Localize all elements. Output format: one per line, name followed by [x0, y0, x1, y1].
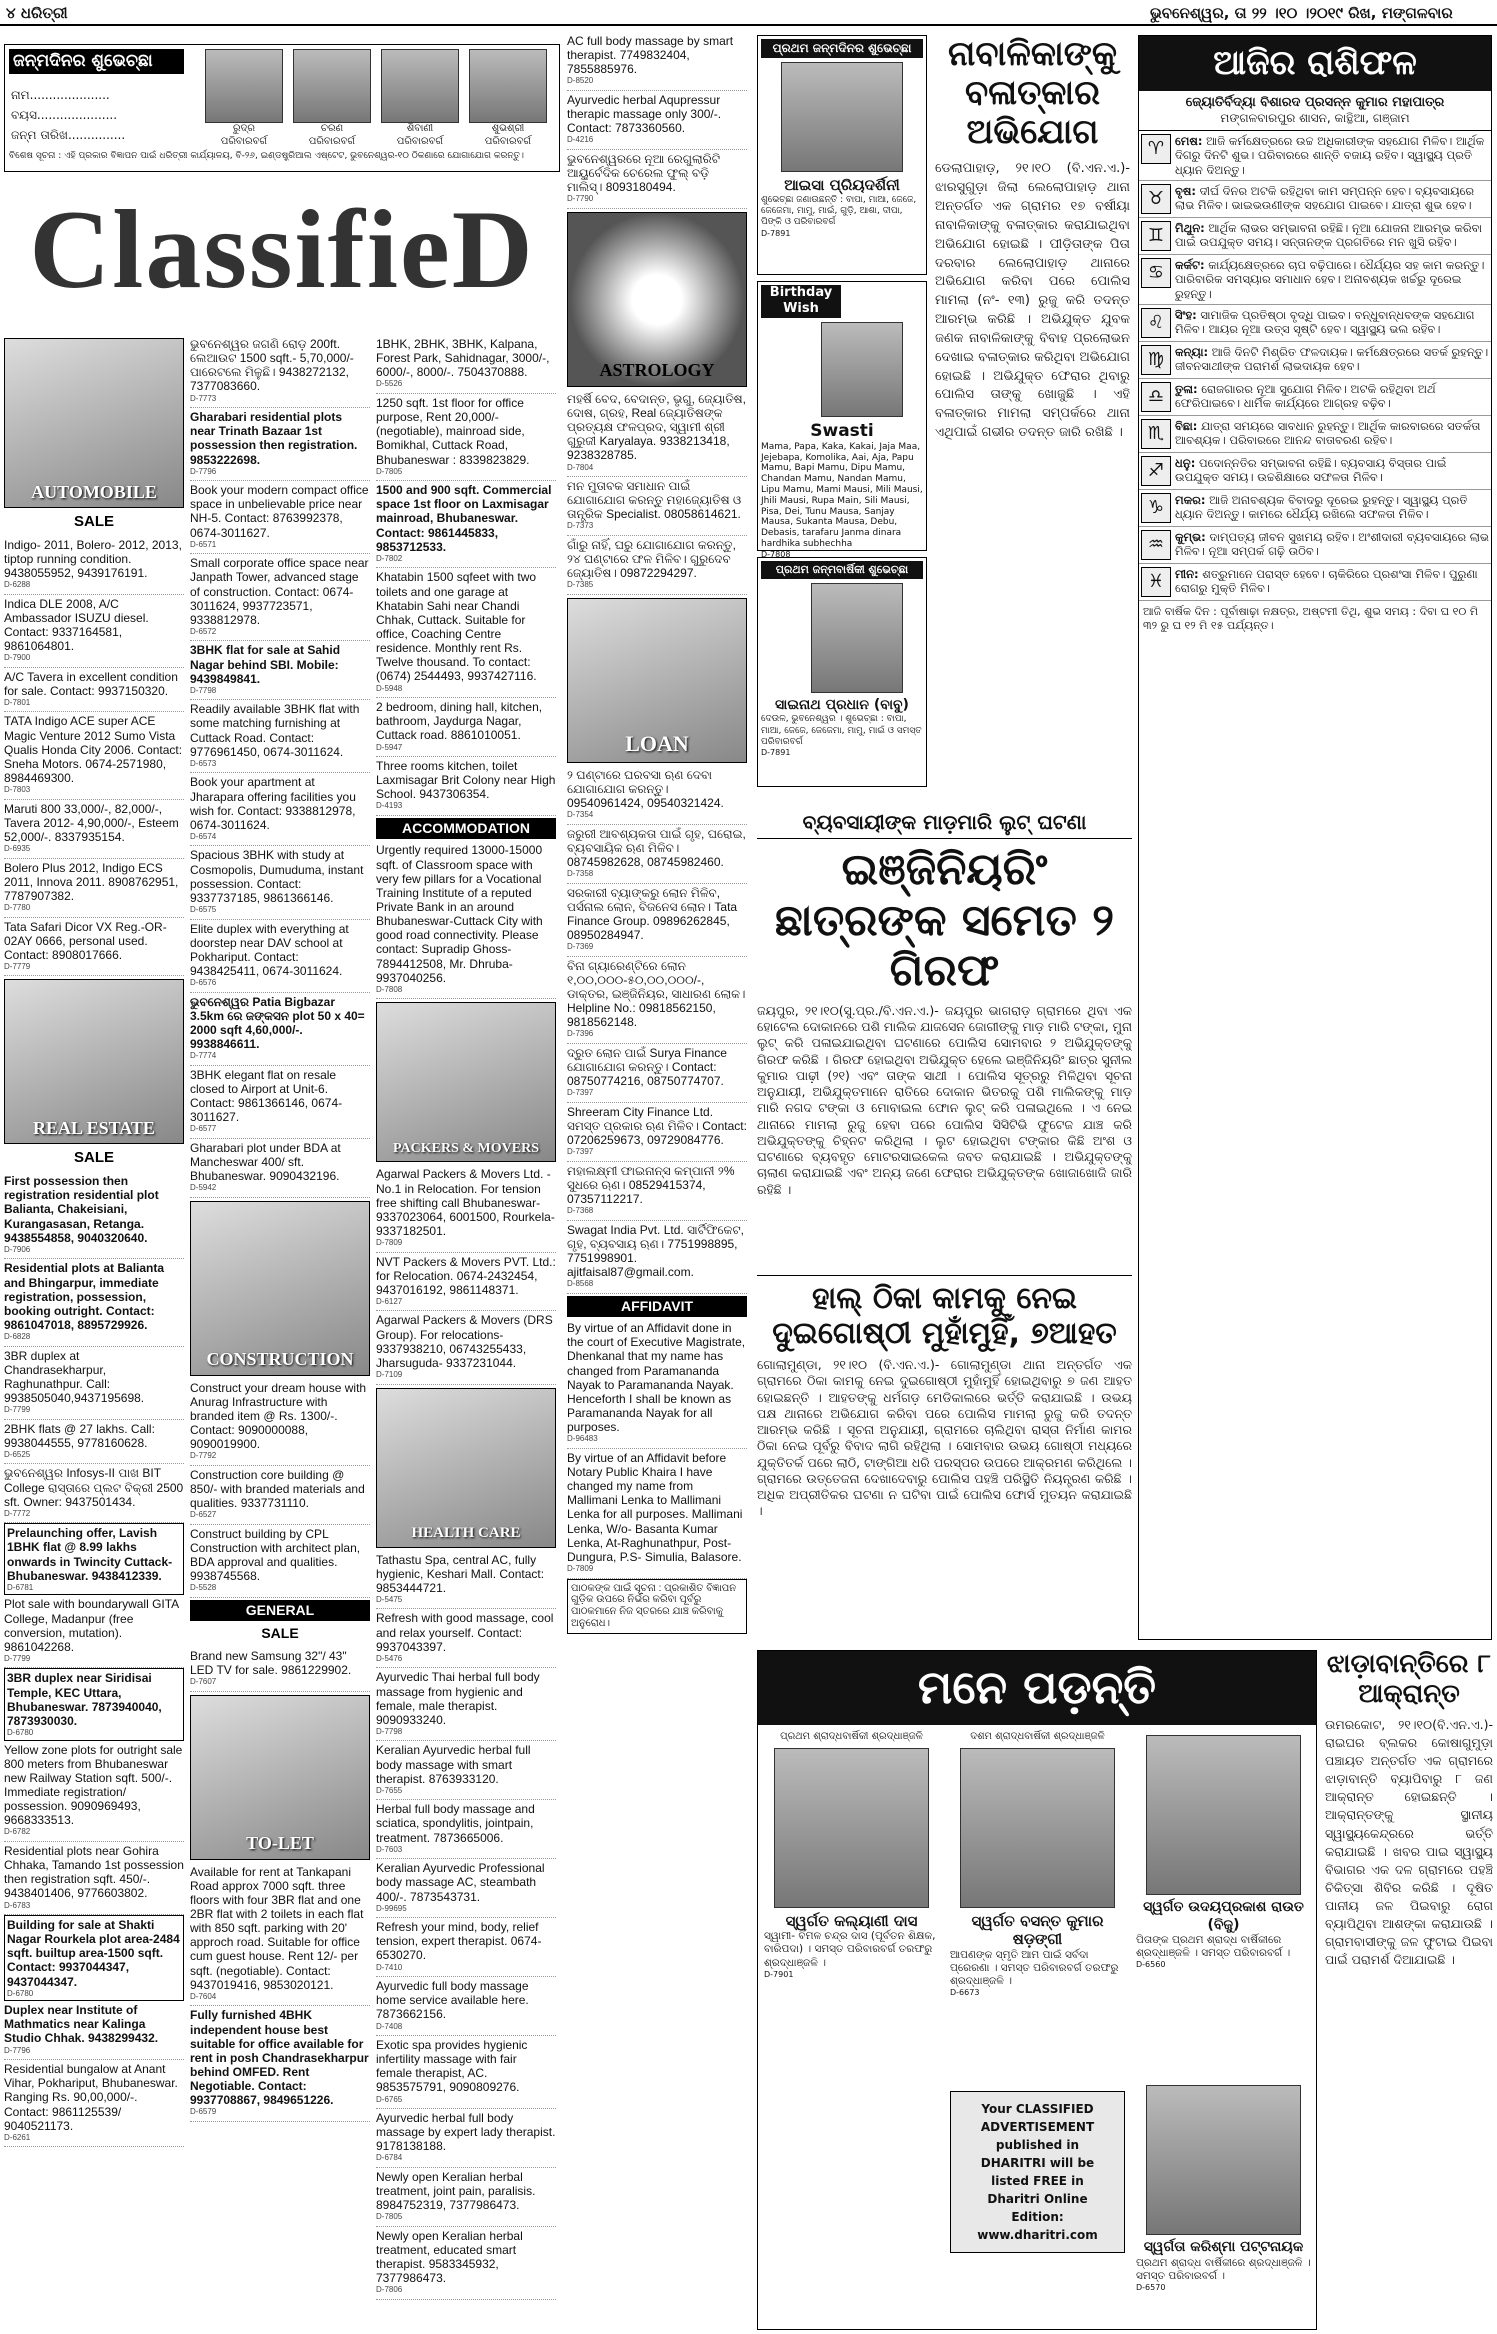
classified-ad: Khatabin 1500 sqfeet with two toilets and one garage at Khatabin Sahi near Chandi Chhak, Cuttack. Suitable for office, Coaching Centre residence. Monthly rent Rs. Twelve thousand. To contact: (0674) 2544493, 9937427116. D-5948	[376, 568, 556, 698]
classified-ad: 2BHK flats @ 27 lakhs. Call: 9938044555, 9778160628. D-6525	[4, 1420, 184, 1465]
classified-ad: 3BR duplex near Siridisai Temple, KEC Uttara, Bhubaneswar. 7873940040, 7873930030. D-6780	[4, 1668, 184, 1740]
birthday-kid: ଶୁଭଶ୍ରୀ ପରିବାରବର୍ଗ	[469, 49, 547, 148]
horoscope-sign: ♓ ମୀନ: ଶତ୍ରୁମାନେ ପରାସ୍ତ ହେବେ। ଚାକିରିରେ ପ୍ରଶଂସା ମିଳିବ। ପୁରୁଣା ରୋଗରୁ ମୁକ୍ତି ମିଳିବ।	[1139, 564, 1491, 601]
aquarius-icon: ♒	[1141, 530, 1171, 560]
classified-ad: By virtue of an Affidavit done in the court of Executive Magistrate, Dhenkanal that my name has changed from Paramananda Nayak to Paramananda Nayak. Henceforth I shall be known as Paramananda Nayak for all purposes. D-96483	[567, 1319, 747, 1449]
first-birthday-box: ପ୍ରଥମ ଜନ୍ମବାର୍ଷିକୀ ଶୁଭେଚ୍ଛା ସାଇନାଥ ପ୍ରଧାନ (ବାବୁ) ଦେଉଳ, ଭୁବନେଶ୍ୱର । ଶୁଭେଚ୍ଛା : ବାପା, ମାଆ, ଜେଜେ, ଜେଜେମା, ମାମୁ, ମାଇଁ ଓ ସମସ୍ତ ପରିବାରବର୍ଗ D-7891	[757, 557, 927, 787]
birthday-kid: ରୁଦ୍ର ପରିବାରବର୍ଗ	[205, 49, 283, 148]
classified-ad: Maruti 800 33,000/-, 82,000/-, Tavera 2012- 4,90,000/-, Esteem 52,000/-. 8337935154. D-6935	[4, 800, 184, 859]
tolet-image: TO-LET	[190, 1695, 370, 1860]
classified-ad: 1BHK, 2BHK, 3BHK, Kalpana, Forest Park, Sahidnagar, 3000/-, 6000/-, 8000/-. 7504370888. D-5526	[376, 335, 556, 394]
classified-ad: Newly open Keralian herbal treatment, joint pain, paralisis. 8984752319, 7377986473. D-7805	[376, 2168, 556, 2227]
deceased-photo	[1146, 2085, 1301, 2235]
classified-ad: Indigo- 2011, Bolero- 2012, 2013, tiptop running condition. 9438055952, 9439176191. D-6288	[4, 536, 184, 595]
classified-ad: ଭୁବନେଶ୍ୱର ଜଗଣି ରୋଡ଼ 200ft. ଲେଆଉଟ 1500 sqft.- 5,70,000/- ପାରେଟଲେ ମିଳୁଛି। 9438272132, 7377083660. D-7773	[190, 335, 370, 408]
classified-ad: 3BHK elegant flat on resale closed to Airport at Unit-6. Contact: 9861366146, 0674-3011627. D-6577	[190, 1066, 370, 1139]
news-body: ଉମରକୋଟ, ୨୧।୧୦(ବି.ଏନ.ଏ.)- ରାଇଘର ବ୍ଲକର କୋଷାଗୁମୁଡ଼ା ପଞ୍ଚାୟତ ଅନ୍ତର୍ଗତ ଏକ ଗ୍ରାମରେ ଝାଡ଼ାବାନ୍ତି ବ୍ୟାପିବାରୁ ୮ ଜଣ ଆକ୍ରାନ୍ତ ହୋଇଛନ୍ତି । ଆକ୍ରାନ୍ତଙ୍କୁ ସ୍ଥାନୀୟ ସ୍ୱାସ୍ଥ୍ୟକେନ୍ଦ୍ରରେ ଭର୍ତ୍ତି କରାଯାଇଛି । ଖବର ପାଇ ସ୍ୱାସ୍ଥ୍ୟ ବିଭାଗର ଏକ ଦଳ ଗ୍ରାମରେ ପହଞ୍ଚି ଚିକିତ୍ସା ଶିବିର କରିଛି । ଦୂଷିତ ପାନୀୟ ଜଳ ପିଇବାରୁ ରୋଗ ବ୍ୟାପିଥିବା ଆଶଙ୍କା କରାଯାଉଛି । ଗ୍ରାମବାସୀଙ୍କୁ ଜଳ ଫୁଟାଇ ପିଇବା ପାଇଁ ପରାମର୍ଶ ଦିଆଯାଇଛି ।	[1325, 1716, 1493, 1968]
classified-ad: ସରକାରୀ ବ୍ୟାଙ୍କରୁ ଲୋନ ମିଳିବ, ପର୍ସନାଲ ଲୋନ, ବିଜନେସ ଲୋନ। Tata Finance Group. 09896262845, 08950284947. D-7369	[567, 884, 747, 957]
news-body: ଗୋଲାମୁଣ୍ଡା, ୨୧।୧୦ (ବି.ଏନ.ଏ.)- ଗୋଲାମୁଣ୍ଡା ଥାନା ଅନ୍ତର୍ଗତ ଏକ ଗ୍ରାମରେ ଠିକା କାମକୁ ନେଇ ଦୁଇଗୋଷ୍ଠୀ ମୁହାଁମୁହିଁ ହୋଇଥିବାରୁ ୭ ଜଣ ଆହତ ହୋଇଛନ୍ତି । ଆହତଙ୍କୁ ଧର୍ମଗଡ଼ ମେଡିକାଲରେ ଭର୍ତ୍ତି କରାଯାଇଛି । ଉଭୟ ପକ୍ଷ ଥାନାରେ ଅଭିଯୋଗ କରିବା ପରେ ପୋଲିସ ମାମଲା ରୁଜୁ କରି ତଦନ୍ତ ଆରମ୍ଭ କରିଛି । ସୂଚନା ଅନୁଯାୟୀ, ଗ୍ରାମରେ ଚାଲିଥିବା ରାସ୍ତା ନିର୍ମାଣ କାମର ଠିକା ନେଇ ପୂର୍ବରୁ ବିବାଦ ଲାଗି ରହିଥିଲା । ସୋମବାର ଉଭୟ ଗୋଷ୍ଠୀ ମଧ୍ୟରେ ଯୁକ୍ତିତର୍କ ପରେ ଲାଠି, ଟାଙ୍ଗିଆ ଧରି ପରସ୍ପର ଉପରେ ଆକ୍ରମଣ କରିଥିଲେ । ଗ୍ରାମରେ ଉତ୍ତେଜନା ଦେଖାଦେବାରୁ ପୋଲିସ ପହଞ୍ଚି ପରିସ୍ଥିତି ନିୟନ୍ତ୍ରଣ କରିଛି । ଅଧିକ ଅପ୍ରୀତିକର ଘଟଣା ନ ଘଟିବା ପାଇଁ ପୋଲିସ ଫୋର୍ସ ମୁତୟନ କରାଯାଇଛି ।	[757, 1357, 1132, 1519]
classified-ad: Readily available 3BHK flat with some matching furnishing at Cuttack Road. Contact: 9776961450, 0674-3011624. D-6573	[190, 700, 370, 773]
horoscope-sign: ♉ ବୃଷ: ଦୀର୍ଘ ଦିନର ଅଟକି ରହିଥିବା କାମ ସମ୍ପନ୍ନ ହେବ। ବ୍ୟବସାୟରେ ଲାଭ ମିଳିବ। ଭାଇଭଉଣୀଙ୍କ ସହଯୋଗ ପାଇବେ। ଯାତ୍ରା ଶୁଭ ହେବ।	[1139, 181, 1491, 218]
classified-ad: ଗାଁରୁ ନାହିଁ, ଘରୁ ଯୋଗାଯୋଗ କରନ୍ତୁ, ୨୪ ଘଣ୍ଟାରେ ଫଳ ମିଳିବ। ଗୁରୁଦେବ ଜ୍ୟୋତିଷ। 09872294297. D-7385	[567, 536, 747, 595]
kid-photo	[205, 49, 283, 123]
classified-ad: 3BHK flat for sale at Sahid Nagar behind SBI. Mobile: 9439849841. D-7798	[190, 641, 370, 700]
classified-ad: By virtue of an Affidavit before Notary Public Khaira I have changed my name from Mallimani Lenka to Mallimani Lenka for all purposes. Mallimani Lenka, W/o- Basanta Kumar Lenka, At-Raghunathpur, Post- Dungura, P.S- Simulia, Balasore. D-7809	[567, 1449, 747, 1579]
classified-ad: Book your apartment at Jharapara offering facilities you wish for. Contact: 9338812978, 0674-3011624. D-6574	[190, 773, 370, 846]
classified-ad: Duplex near Institute of Mathmatics near Kalinga Studio Chhak. 9438299432. D-7796	[4, 2001, 184, 2060]
classified-ad: ବିନା ଗ୍ୟାରେଣ୍ଟିରେ ଲୋନ ୧,୦୦,୦୦୦-୫୦,୦୦,୦୦୦/-, ଡାକ୍ତର, ଇଞ୍ଜିନିୟର, ସାଧାରଣ ଲୋକ। Helpline No.: 09818562150, 9818562148. D-7396	[567, 957, 747, 1044]
general-heading: GENERAL	[190, 1600, 370, 1622]
horoscope-sign: ♊ ମିଥୁନ: ଆର୍ଥିକ ଲାଭର ସମ୍ଭାବନା ରହିଛି। ନୂଆ ଯୋଜନା ଆରମ୍ଭ କରିବା ପାଇଁ ଉପଯୁକ୍ତ ସମୟ। ସନ୍ତାନଙ୍କ ପ୍ରଗତିରେ ମନ ଖୁସି ରହିବ।	[1139, 218, 1491, 255]
reader-notice: ପାଠକଙ୍କ ପାଇଁ ସୂଚନା : ପ୍ରକାଶିତ ବିଜ୍ଞାପନ ଗୁଡ଼ିକ ଉପରେ ନିର୍ଭର କରିବା ପୂର୍ବରୁ ପାଠକମାନେ ନିଜ ସ୍ତରରେ ଯାଞ୍ଚ କରିବାକୁ ଅନୁରୋଧ।	[567, 1579, 747, 1634]
classified-ad: Urgently required 13000-15000 sqft. of Classroom space with very few pillars for a Vocational Training Institute of a reputed Private Bank in an around Bhubaneswar-Cuttack City with good road connectivity. Please contact: Supradip Ghoss- 7894412508, Mr. Dhruba- 9937040256. D-7808	[376, 841, 556, 999]
column-automobile-realestate	[4, 335, 184, 2325]
classified-ad: Newly open Keralian herbal treatment, educated smart therapist. 9583345932, 7377986473. D-7806	[376, 2227, 556, 2300]
classified-ad: Herbal full body massage and sciatica, spondylitis, jointpain, treatment. 7873665006. D-7603	[376, 1800, 556, 1859]
kid-photo	[469, 49, 547, 123]
leo-icon: ♌	[1141, 308, 1171, 338]
classified-ad: 1500 and 900 sqft. Commercial space 1st floor on Laxmisagar mainroad, Bhubaneswar. Contact: 9861445833, 9853712533. D-7802	[376, 481, 556, 568]
news-story-group-clash	[757, 1275, 1132, 1640]
classified-ad: Refresh your mind, body, relief tension, expert therapist. 0674-6530270. D-7410	[376, 1918, 556, 1977]
news-body: ଡେଲାପାହାଡ଼, ୨୧।୧୦ (ବି.ଏନ.ଏ.)- ଝାରସୁଗୁଡ଼ା ଜିଲା ଲେଲୋପାହାଡ଼ ଥାନା ଅନ୍ତର୍ଗତ ଏକ ଗ୍ରାମର ୧୭ ବର୍ଷୀୟା ନାବାଳିକାଙ୍କୁ ବଳାତ୍କାର କରାଯାଇଥିବା ଅଭିଯୋଗ ହୋଇଛି । ପୀଡ଼ିତାଙ୍କ ପିତା ଦରବାର ଲେଲୋପାହାଡ଼ ଥାନାରେ ଅଭିଯୋଗ କରିବା ପରେ ପୋଲିସ ମାମଲା (ନଂ- ୧୩) ରୁଜୁ କରି ତଦନ୍ତ ଆରମ୍ଭ କରିଛି । ଅଭିଯୁକ୍ତ ଯୁବକ ଜଣକ ନାବାଳିକାଙ୍କୁ ବିବାହ ପ୍ରଲୋଭନ ଦେଖାଇ ବଳାତ୍କାର କରିଥିବା ଅଭିଯୋଗ ହୋଇଛି । ଅଭିଯୁକ୍ତ ଫେରାର ଥିବାରୁ ପୋଲିସ ତାଙ୍କୁ ଖୋଜୁଛି । ଏହି ବଳାତ୍କାର ମାମଲା ସମ୍ପର୍କରେ ଥାନା ଏଥିପାଇଁ ଗଭୀର ତଦନ୍ତ ଜାରି ରଖିଛି ।	[935, 161, 1130, 441]
classified-ad: ଭୁବନେଶ୍ୱର Patia Bigbazar 3.5km ରେ ଜଙ୍କସନ plot 50 x 40= 2000 sqft 4,60,000/-. 9938846611. D-7774	[190, 993, 370, 1066]
horoscope-title: ଆଜିର ରାଶିଫଳ	[1139, 36, 1491, 91]
column-astrology-loan	[567, 32, 747, 2322]
classified-ad: Keralian Ayurvedic herbal full body massage with smart therapist. 8763933120. D-7655	[376, 1741, 556, 1800]
classified-logo: ClassifieD	[29, 188, 535, 312]
classified-ad: Construction core building @ 850/- with branded materials and qualities. 9337731110. D-6527	[190, 1466, 370, 1525]
birthday-template-box	[4, 44, 560, 172]
kid-photo	[293, 49, 371, 123]
pisces-icon: ♓	[1141, 567, 1171, 597]
classified-ad: Agarwal Packers & Movers Ltd. - No.1 in Relocation. For tension free shifting call Bhubaneswar- 9337023064, 6001500, Rourkela- 9337182501. D-7809	[376, 1165, 556, 1252]
gemini-icon: ♊	[1141, 221, 1171, 251]
child-photo	[781, 62, 903, 172]
news-headline: ଇଞ୍ଜିନିୟରିଂ ଛାତ୍ରଙ୍କ ସମେତ ୨ ଗିରଫ	[774, 844, 1115, 997]
astrology-image: ASTROLOGY	[567, 212, 747, 387]
horoscope-sign: ♍ କନ୍ୟା: ଆଜି ଦିନଟି ମିଶ୍ରିତ ଫଳଦାୟକ। କର୍ମକ୍ଷେତ୍ରରେ ସତର୍କ ରୁହନ୍ତୁ। ଜୀବନସାଥୀଙ୍କ ପରାମର୍ଶ ଲାଭଦାୟକ ହେବ।	[1139, 342, 1491, 379]
classified-ad: AC full body massage by smart therapist. 7749832404, 7855885976. D-8520	[567, 32, 747, 91]
birthday-field-dob: ଜନ୍ମ ତାରିଖ...............	[11, 128, 126, 142]
classified-ad: Indica DLE 2008, A/C Ambassador ISUZU diesel. Contact: 9337164581, 9861064801. D-7900	[4, 595, 184, 668]
classified-ad: ଜରୁରୀ ଆବଶ୍ୟକତା ପାଇଁ ଗୃହ, ଘରୋଇ, ବ୍ୟବସାୟିକ ଋଣ ମିଳିବ। 08745982628, 08745982460. D-7358	[567, 825, 747, 884]
classified-ad: Fully furnished 4BHK independent house best suitable for office available for rent in posh Chandrasekharpur behind OMFED. Rent Negotiable. Contact: 9937708867, 9849651226. D-6579	[190, 2006, 370, 2122]
affidavit-heading: AFFIDAVIT	[567, 1296, 747, 1318]
astrologer-name: ଜ୍ୟୋତିର୍ବିଦ୍ୟା ବିଶାରଦ ପ୍ରସନ୍ନ କୁମାର ମହାପାତ୍ର	[1185, 94, 1445, 110]
birthday-box-title: ଜନ୍ମଦିନର ଶୁଭେଚ୍ଛା	[9, 49, 184, 74]
horoscope-footer: ଆଜି ବାର୍ଷିକ ଦିନ : ପୂର୍ବାଷାଢ଼ା ନକ୍ଷତ୍ର, ଅଷ୍ଟମୀ ତିଥି, ଶୁଭ ସମୟ : ଦିବା ଘ ୧୦ ମି ୩୨ ରୁ ଘ ୧୨ ମି ୧୫ ପର୍ଯ୍ୟନ୍ତ।	[1143, 605, 1479, 632]
classified-ad: Ayurvedic herbal full body massage by expert lady therapist. 9178138188. D-6784	[376, 2109, 556, 2168]
classified-ad: Building for sale at Shakti Nagar Rourkela plot area-2484 sqft. builtup area-1500 sqft. Contact: 9937044347, 9437044347. D-6780	[4, 1915, 184, 2001]
column-realestate-construction	[190, 335, 370, 2325]
page-masthead	[0, 0, 1497, 26]
news-body: ଜୟପୁର, ୨୧।୧୦(ସୁ.ପ୍ର./ବି.ଏନ.ଏ.)- ଜୟପୁର ଭାଗରାଡ଼ ଗ୍ରାମରେ ଥିବା ଏକ ହୋଟେଲ ଦୋକାନରେ ପଶି ମାଲିକ ଯାଜସେନ ଜୋଗୀଙ୍କୁ ମାଡ଼ ମାରି ଟଙ୍କା, ମୁନା ଲୁଟ୍ କରି ପଳାଇଯାଇଥିବା ଘଟଣାରେ ପୋଲିସ ସୋମବାର ୨ ଅଭିଯୁକ୍ତଙ୍କୁ ଗିରଫ କରିଛି । ଗିରଫ ହୋଇଥିବା ଅଭିଯୁକ୍ତ ହେଲେ ଇଞ୍ଜିନିୟରିଂ ଛାତ୍ର ସୁନୀଲ କୁମାର ପାଢ଼ୀ (୨୧) ଏବଂ ତାଙ୍କ ସାଥୀ । ପୋଲିସ ସୂତ୍ରରୁ ମିଳିଥିବା ସୂଚନା ଅନୁଯାୟୀ, ଅଭିଯୁକ୍ତମାନେ ରାତିରେ ଦୋକାନ ଭିତରକୁ ପଶି ମାଲିକଙ୍କୁ ମାଡ଼ ମାରି ନଗଦ ଟଙ୍କା ଓ ମୋବାଇଲ ଫୋନ ଲୁଟ୍ କରି ପଳାଇଥିଲେ । ଏ ନେଇ ଥାନାରେ ମାମଲା ରୁଜୁ ହେବା ପରେ ପୋଲିସ ସିସିଟିଭି ଫୁଟେଜ ଯାଞ୍ଚ କରି ଅଭିଯୁକ୍ତଙ୍କୁ ଚିହ୍ନଟ କରିଥିଲା । ଲୁଟ ହୋଇଥିବା ଟଙ୍କାର କିଛି ଅଂଶ ଓ ଘଟଣାରେ ବ୍ୟବହୃତ ମୋଟରସାଇକେଲ ଜବତ କରାଯାଇଛି । ଅଭିଯୁକ୍ତଙ୍କୁ ଚାଲାଣ କରାଯାଇଛି ଏବଂ ଅନ୍ୟ ଜଣେ ଫେରାର ଅଭିଯୁକ୍ତଙ୍କ ଖୋଜାଖୋଜି ଜାରି ରହିଛି ।	[757, 1002, 1132, 1197]
sale-heading: SALE	[73, 513, 114, 530]
birthday-field-age: ବୟସ.....................	[11, 108, 118, 122]
capricorn-icon: ♑	[1141, 493, 1171, 523]
classified-ad: Exotic spa provides hygienic infertility massage with fair female therapist, AC. 9853575791, 9090809276. D-6765	[376, 2036, 556, 2109]
classified-ad: Construct building by CPL Construction with architect plan, BDA approval and qualities. 9938745568. D-5528	[190, 1525, 370, 1598]
classified-ad: ଭୁବନେଶ୍ୱରରେ ନୂଆ ରେଗୁଲାରିଟି ଆୟୁର୍ବେଦିକ ଚେରେଲ ଫୁଲ୍ ବଡ଼ି ମାଲିସ୍। 8093180494. D-7790	[567, 150, 747, 209]
first-birthday-box: ପ୍ରଥମ ଜନ୍ମଦିନର ଶୁଭେଚ୍ଛା ଆଇସା ପ୍ରିୟଦର୍ଶିନୀ ଶୁଭେଚ୍ଛା ଜଣାଉଛନ୍ତି : ବାପା, ମାଆ, ଜେଜେ, ଜେଜେମା, ମାମୁ, ମାଇଁ, ଗୁଡ଼ି, ଆଶା, ଦୀପା, ପିଙ୍କି ଓ ପରିବାରବର୍ଗ D-7891	[757, 35, 927, 275]
news-headline: ନାବାଳିକାଙ୍କୁ ବଳାତ୍କାର ଅଭିଯୋଗ	[948, 35, 1117, 153]
news-headline: ହାଲ୍ ଠିକା କାମକୁ ନେଇ ଦୁଇଗୋଷ୍ଠୀ ମୁହାଁମୁହିଁ, ୭ଆହତ	[772, 1281, 1117, 1351]
classified-ad: 1250 sqft. 1st floor for office purpose, Rent 20,000/-(negotiable), mainroad side, Bomikhal, Cuttack Road, Bhubaneswar : 8339823829. D-7805	[376, 394, 556, 481]
classified-ad: Book your modern compact office space in unbelievable price near NH-5. Contact: 8763992378, 0674-3011627. D-6571	[190, 481, 370, 554]
column-greetings	[757, 35, 927, 805]
classified-ad: Gharabari plot under BDA at Mancheswar 400/ sft. Bhubaneswar. 9090432196. D-5942	[190, 1139, 370, 1198]
classified-ad: Ayurvedic Thai herbal full body massage from hygienic and female, male therapist. 9090933240. D-7798	[376, 1668, 556, 1741]
birthday-box-note: ବିଶେଷ ସୂଚନା : ଏହି ପ୍ରକାର ବିଜ୍ଞାପନ ପାଇଁ ଧରିତ୍ରୀ କାର୍ଯ୍ୟାଳୟ, ବି-୨୬, ଇଣ୍ଡଷ୍ଟ୍ରିଆଲ ଏଷ୍ଟେଟ, ଭୁବନେଶ୍ୱର-୧୦ ଠିକଣାରେ ଯୋଗାଯୋଗ କରନ୍ତୁ।	[9, 151, 524, 161]
classified-ad: ୨ ଘଣ୍ଟାରେ ଘରବସା ଋଣ ଦେବା ଯୋଗାଯୋଗ କରନ୍ତୁ। 09540961424, 09540321424. D-7354	[567, 766, 747, 825]
sale-heading: SALE	[261, 1625, 299, 1642]
child-photo	[821, 322, 903, 417]
online-promo-box: Your CLASSIFIED ADVERTISEMENT published in DHARITRI will be listed FREE in Dharitri Online Edition: www.dharitri.com	[950, 2091, 1125, 2253]
classified-ad: ମହର୍ଷି ବେଦ, ବେଦାନ୍ତ, ଭୃଗୁ, ଜ୍ୟୋତିଷ, ଦୋଷ, ଗ୍ରହ, Real ଜ୍ୟୋତିଷଙ୍କ ପ୍ରତ୍ୟକ୍ଷ ଫଳପ୍ରଦ, ସ୍ୱାମୀ ଶ୍ରୀ ଗୁରୁଜୀ Karyalaya. 9338213418, 9238328785. D-7804	[567, 390, 747, 477]
deceased-photo	[1146, 1735, 1301, 1895]
taurus-icon: ♉	[1141, 184, 1171, 214]
horoscope-sign: ♈ ମେଷ: ଆଜି କର୍ମକ୍ଷେତ୍ରରେ ଉଚ୍ଚ ଅଧିକାରୀଙ୍କ ସହଯୋଗ ମିଳିବ। ଆର୍ଥିକ ଦିଗରୁ ଦିନଟି ଶୁଭ। ପରିବାରରେ ଶାନ୍ତି ବଜାୟ ରହିବ। ସ୍ୱାସ୍ଥ୍ୟ ପ୍ରତି ଧ୍ୟାନ ଦିଅନ୍ତୁ।	[1139, 131, 1491, 181]
horoscope-sign: ♐ ଧନୁ: ପଦୋନ୍ନତିର ସମ୍ଭାବନା ରହିଛି। ବ୍ୟବସାୟ ବିସ୍ତାର ପାଇଁ ଉପଯୁକ୍ତ ସମୟ। ଉଚ୍ଚଶିକ୍ଷାରେ ସଫଳତା ମିଳିବ।	[1139, 453, 1491, 490]
news-story-diarrhoea	[1325, 1650, 1493, 2330]
obituary-entry: ସ୍ୱର୍ଗତା କରିଶ୍ମା ପଟ୍ଟନାୟକ ପ୍ରଥମ ଶ୍ରାଦ୍ଧ ବାର୍ଷିକୀରେ ଶ୍ରଦ୍ଧାଞ୍ଜଳି । ସମସ୍ତ ପରିବାରବର୍ଗ । D-6570	[1136, 2081, 1311, 2293]
birthday-field-name: ନାମ.....................	[11, 88, 110, 102]
classified-ad: Construct your dream house with Anurag Infrastructure with branded item @ Rs. 1300/-. Contact: 9090000088, 9090019900. D-7792	[190, 1379, 370, 1466]
birthday-kid: ଚରଣ ପରିବାରବର୍ଗ	[293, 49, 371, 148]
libra-icon: ♎	[1141, 382, 1171, 412]
classified-ad: Residential plots near Gohira Chhaka, Tamando 1st possession then registration sqft. 450/-. 9438401406, 9776603802. D-6783	[4, 1842, 184, 1915]
obituary-entry: ସ୍ୱର୍ଗତ ଉଦୟପ୍ରକାଶ ରାଉତ (ବିଜୁ) ପିତାଙ୍କ ପ୍ରଥମ ଶ୍ରାଦ୍ଧ ବାର୍ଷିକୀରେ ଶ୍ରଦ୍ଧାଞ୍ଜଳି । ସମସ୍ତ ପରିବାରବର୍ଗ । D-6560	[1136, 1731, 1311, 1970]
classified-ad: ମହାଲକ୍ଷ୍ମୀ ଫାଇନାନ୍ସ କମ୍ପାନୀ ୨% ସୁଧରେ ଋଣ। 08529415374, 07357112217. D-7368	[567, 1162, 747, 1221]
classified-ad: Residential plots at Balianta and Bhingarpur, immediate registration, possession, booking outright. Contact: 9861047018, 8895729926. D-6828	[4, 1259, 184, 1346]
horoscope-sign: ♎ ତୁଳା: ରୋଜଗାରର ନୂଆ ସୁଯୋଗ ମିଳିବ। ଅଟକି ରହିଥିବା ଅର୍ଥ ଫେରିପାଇବେ। ଧାର୍ମିକ କାର୍ଯ୍ୟରେ ଆଗ୍ରହ ବଢ଼ିବ।	[1139, 379, 1491, 416]
sale-heading: SALE	[73, 1149, 114, 1167]
birthday-kid: ଶିବାଣୀ ପରିବାରବର୍ଗ	[381, 49, 459, 148]
aries-icon: ♈	[1141, 134, 1171, 164]
accommodation-heading: ACCOMMODATION	[376, 818, 556, 840]
classified-ad: Small corporate office space near Janpath Tower, advanced stage of construction. Contact: 0674-3011624, 9937723571, 9338812978. D-6572	[190, 554, 370, 641]
classified-ad: Three rooms kitchen, toilet Laxmisagar Brit Colony near High School. 9437306354. D-4193	[376, 757, 556, 816]
classified-ad: Available for rent at Tankapani Road approx 7000 sqft. three floors with four 3BR flat and one 2BR flat with 2 toilets in each flat with 850 sqft. parking with 20' approch road. Suitable for office cum guest house. Rent 12/- per sqft. (negotiable). Contact: 9437019416, 9853020121. D-7604	[190, 1863, 370, 2007]
classified-ad: Tata Safari Dicor VX Reg.-OR-02AY 0666, personal used. Contact: 8908017666. D-7779	[4, 918, 184, 977]
classified-ad: TATA Indigo ACE super ACE Magic Venture 2012 Sumo Vista Qualis Honda City 2006. Contact: Sneha Motors. 0674-2571980, 8984469300. D-7803	[4, 712, 184, 799]
realestate-image: REAL ESTATE	[4, 979, 184, 1144]
classified-ad: Prelaunching offer, Lavish 1BHK flat @ 8.99 lakhs onwards in Twincity Cuttack-Bhubaneswar. 9438412339. D-6781	[4, 1523, 184, 1595]
construction-image: CONSTRUCTION	[190, 1201, 370, 1376]
news-story-engineering-student-arrest	[757, 810, 1132, 1265]
classified-ad: ଭୁବନେଶ୍ୱର Infosys-II ପାଖ BIT College ରାସ୍ତାରେ ପ୍ଲଟ ବିକ୍ରୀ 2500 sft. Owner: 9437501434. D-7772	[4, 1464, 184, 1523]
horoscope-box	[1138, 35, 1492, 1640]
classified-ad: Refresh with good massage, cool and relax yourself. Contact: 9937043397. D-5476	[376, 1609, 556, 1668]
scorpio-icon: ♏	[1141, 419, 1171, 449]
obituary-entry: ପ୍ରଥମ ଶ୍ରାଦ୍ଧବାର୍ଷିକୀ ଶ୍ରଦ୍ଧାଞ୍ଜଳି ସ୍ୱର୍ଗତ କଲ୍ୟାଣୀ ଦାସ ସ୍ୱାମୀ- ବିମଳ ଚନ୍ଦ୍ର ଦାସ (ପୂର୍ବତନ ଶିକ୍ଷକ, ବାରିପଦା) । ସମସ୍ତ ପରିବାରବର୍ଗ ତରଫରୁ ଶ୍ରଦ୍ଧାଞ୍ଜଳି । D-7901	[764, 1731, 936, 1979]
astrologer-address: ମଙ୍ଗଳବାରପୁର ଶାସନ, କାନ୍ଥିଆ, ଗଞ୍ଜାମ	[1139, 111, 1491, 131]
healthcare-image: HEALTH CARE	[376, 1388, 556, 1548]
kid-photo	[381, 49, 459, 123]
deceased-photo	[960, 1748, 1115, 1908]
birthday-wish-box: Birthday Wish Swasti Mama, Papa, Kaka, Kakai, Jaja Maa, Jejebapa, Komolika, Aai, Aja, Papu Mamu, Bapi Mamu, Dipu Mamu, Chandan Mamu, Nandan Mamu, Lipu Mamu, Mami Mausi, Mili Mausi, Jhili Mausi, Rupa Main, Sili Mausi, Pisa, Dei, Tunu Mausa, Sanjay Mausa, Sukanta Mausa, Debu, Debasis, tarafaru Janma dinara hardhika subhechha D-7808	[757, 281, 927, 551]
classified-ad: Gharabari residential plots near Trinath Bazaar 1st possession then registration. 9853222698. D-7796	[190, 408, 370, 481]
classified-ad: Tathastu Spa, central AC, fully hygienic, Keshari Mall. Contact: 9853444721. D-5475	[376, 1551, 556, 1610]
classified-ad: Agarwal Packers & Movers (DRS Group). For relocations- 9337938210, 06743255433, Jharsuguda- 9337231044. D-7109	[376, 1311, 556, 1384]
classified-ad: Yellow zone plots for outright sale 800 meters from Bhubaneswar new Railway Station sqft. 500/-. Immediate registration/ possession. 9090969493, 9668333513. D-6782	[4, 1741, 184, 1842]
news-story-rape-allegation	[935, 35, 1130, 790]
classified-ad: Elite duplex with everything at doorstep near DAV school at Pokhariput. Contact: 9438425411, 0674-3011624. D-6576	[190, 920, 370, 993]
classified-ad: Residential bungalow at Anant Vihar, Pokhariput, Bhubaneswar. Ranging Rs. 90,00,000/-. Contact: 9861125539/ 9040521173. D-6261	[4, 2060, 184, 2147]
horoscope-sign: ♒ କୁମ୍ଭ: ଦାମ୍ପତ୍ୟ ଜୀବନ ସୁଖମୟ ରହିବ। ଅଂଶୀଦାରୀ ବ୍ୟବସାୟରେ ଲାଭ ମିଳିବ। ନୂଆ ସମ୍ପର୍କ ଗଢ଼ି ଉଠିବ।	[1139, 527, 1491, 564]
classified-ad: ଦ୍ରୁତ ଲୋନ ପାଇଁ Surya Finance ଯୋଗାଯୋଗ କରନ୍ତୁ। Contact: 08750774216, 08750774707. D-7397	[567, 1044, 747, 1103]
sagittarius-icon: ♐	[1141, 456, 1171, 486]
classified-ad: Bolero Plus 2012, Indigo ECS 2011, Innova 2011. 8908762951, 7787907382. D-7780	[4, 859, 184, 918]
classified-ad: Spacious 3BHK with study at Cosmopolis, Dumuduma, instant possession. Contact: 9337737185, 9861366146. D-6575	[190, 846, 370, 919]
horoscope-sign: ♋ କର୍କଟ: କାର୍ଯ୍ୟକ୍ଷେତ୍ରରେ ଚାପ ବଢ଼ିପାରେ। ଧୈର୍ଯ୍ୟର ସହ କାମ କରନ୍ତୁ। ପାରିବାରିକ ସମସ୍ୟାର ସମାଧାନ ହେବ। ଅନାବଶ୍ୟକ ଖର୍ଚ୍ଚରୁ ଦୂରେଇ ରୁହନ୍ତୁ।	[1139, 255, 1491, 305]
obituary-title: ମନେ ପଡ଼ନ୍ତି	[758, 1651, 1316, 1725]
classified-ad: Plot sale with boundarywall GITA College, Madanpur (free conversion, mutation). 9861042268. D-7799	[4, 1595, 184, 1668]
classified-ad: 2 bedroom, dining hall, kitchen, bathroom, Jaydurga Nagar, Cuttack road. 8861010051. D-5947	[376, 698, 556, 757]
loan-image: LOAN	[567, 598, 747, 763]
classified-ad: Keralian Ayurvedic Professional body massage AC, steambath 400/-. 7873543731. D-99695	[376, 1859, 556, 1918]
obituary-section	[757, 1650, 1317, 2330]
classified-ad: Ayurvedic herbal Aqupressur therapic massage only 300/-. Contact: 7873360560. D-4216	[567, 91, 747, 150]
horoscope-sign: ♑ ମକର: ଆଜି ଅନାବଶ୍ୟକ ବିବାଦରୁ ଦୂରେଇ ରୁହନ୍ତୁ। ସ୍ୱାସ୍ଥ୍ୟ ପ୍ରତି ଧ୍ୟାନ ଦିଅନ୍ତୁ। କାମରେ ଧୈର୍ଯ୍ୟ ରଖିଲେ ସଫଳତା ମିଳିବ।	[1139, 490, 1491, 527]
obituary-entry: ଦଶମ ଶ୍ରାଦ୍ଧବାର୍ଷିକୀ ଶ୍ରଦ୍ଧାଞ୍ଜଳି ସ୍ୱର୍ଗତ ବସନ୍ତ କୁମାର ଷଡ଼ଙ୍ଗୀ ଆପଣଙ୍କ ସ୍ମୃତି ଆମ ପାଇଁ ସର୍ବଦା ପ୍ରେରଣା । ସମସ୍ତ ପରିବାରବର୍ଗ ତରଫରୁ ଶ୍ରଦ୍ଧାଞ୍ଜଳି । D-6673	[950, 1731, 1119, 1998]
classified-ad: Shreeram City Finance Ltd. ସମସ୍ତ ପ୍ରକାର ଋଣ ମିଳିବ। Contact: 07206259673, 09729084776. D-7397	[567, 1103, 747, 1162]
virgo-icon: ♍	[1141, 345, 1171, 375]
child-photo	[811, 583, 903, 693]
classified-ad: NVT Packers & Movers PVT. Ltd.: for Relocation. 0674-2432454, 9437016192, 9861148371. D-6127	[376, 1253, 556, 1312]
horoscope-sign: ♏ ବିଛା: ଯାତ୍ରା ସମୟରେ ସାବଧାନ ରୁହନ୍ତୁ। ଆର୍ଥିକ କାରବାରରେ ସତର୍କତା ଆବଶ୍ୟକ। ପରିବାରରେ ଆନନ୍ଦ ବାତାବରଣ ରହିବ।	[1139, 416, 1491, 453]
classified-ad: Brand new Samsung 32"/ 43" LED TV for sale. 9861229902. D-7607	[190, 1647, 370, 1692]
classified-ad: Swagat India Pvt. Ltd. ସାର୍ଟିଫିକେଟ, ଗୃହ, ବ୍ୟବସାୟ ଋଣ। 7751998895, 7751998901. ajitfaisal87@gmail.com. D-8568	[567, 1221, 747, 1294]
classified-ad: ମନ ମୁତାବକ ସମାଧାନ ପାଇଁ ଯୋଗାଯୋଗ କରନ୍ତୁ ମହାଜ୍ୟୋତିଷ ଓ ତାନ୍ତ୍ରିକ Specialist. 08058614621. D-7373	[567, 477, 747, 536]
classified-ad: First possession then registration residential plot Balianta, Chakeisiani, Kurangasasan, Retanga. 9438554858, 9040320640. D-7906	[4, 1172, 184, 1259]
packers-image: PACKERS & MOVERS	[376, 1002, 556, 1162]
classified-ad: 3BR duplex at Chandrasekharpur, Raghunathpur. Call: 9938505040,9437195698. D-7799	[4, 1347, 184, 1420]
classified-ad: A/C Tavera in excellent condition for sale. Contact: 9937150320. D-7801	[4, 668, 184, 713]
page-number: ୪ ଧରିତ୍ରୀ	[6, 4, 68, 22]
column-tolet-health	[376, 335, 556, 2325]
cancer-icon: ♋	[1141, 258, 1171, 288]
classified-ad: Ayurvedic full body massage home service available here. 7873662156. D-7408	[376, 1977, 556, 2036]
horoscope-sign: ♌ ସିଂହ: ସାମାଜିକ ପ୍ରତିଷ୍ଠା ବୃଦ୍ଧି ପାଇବ। ବନ୍ଧୁବାନ୍ଧବଙ୍କ ସହଯୋଗ ମିଳିବ। ଆୟର ନୂଆ ଉତ୍ସ ସୃଷ୍ଟି ହେବ। ସ୍ୱାସ୍ଥ୍ୟ ଭଲ ରହିବ।	[1139, 305, 1491, 342]
news-kicker: ବ୍ୟବସାୟୀଙ୍କ ମାଡ଼ମାରି ଲୁଟ୍ ଘଟଣା	[757, 810, 1132, 839]
news-headline: ଝାଡ଼ାବାନ୍ତିରେ ୮ ଆକ୍ରାନ୍ତ	[1326, 1650, 1492, 1709]
deceased-photo	[774, 1748, 929, 1908]
page-date: ଭୁବନେଶ୍ୱର, ତା ୨୨ ।୧୦ ।୨୦୧୯ ରିଖ, ମଙ୍ଗଳବାର	[1150, 4, 1453, 22]
automobile-image: AUTOMOBILE	[4, 338, 184, 508]
